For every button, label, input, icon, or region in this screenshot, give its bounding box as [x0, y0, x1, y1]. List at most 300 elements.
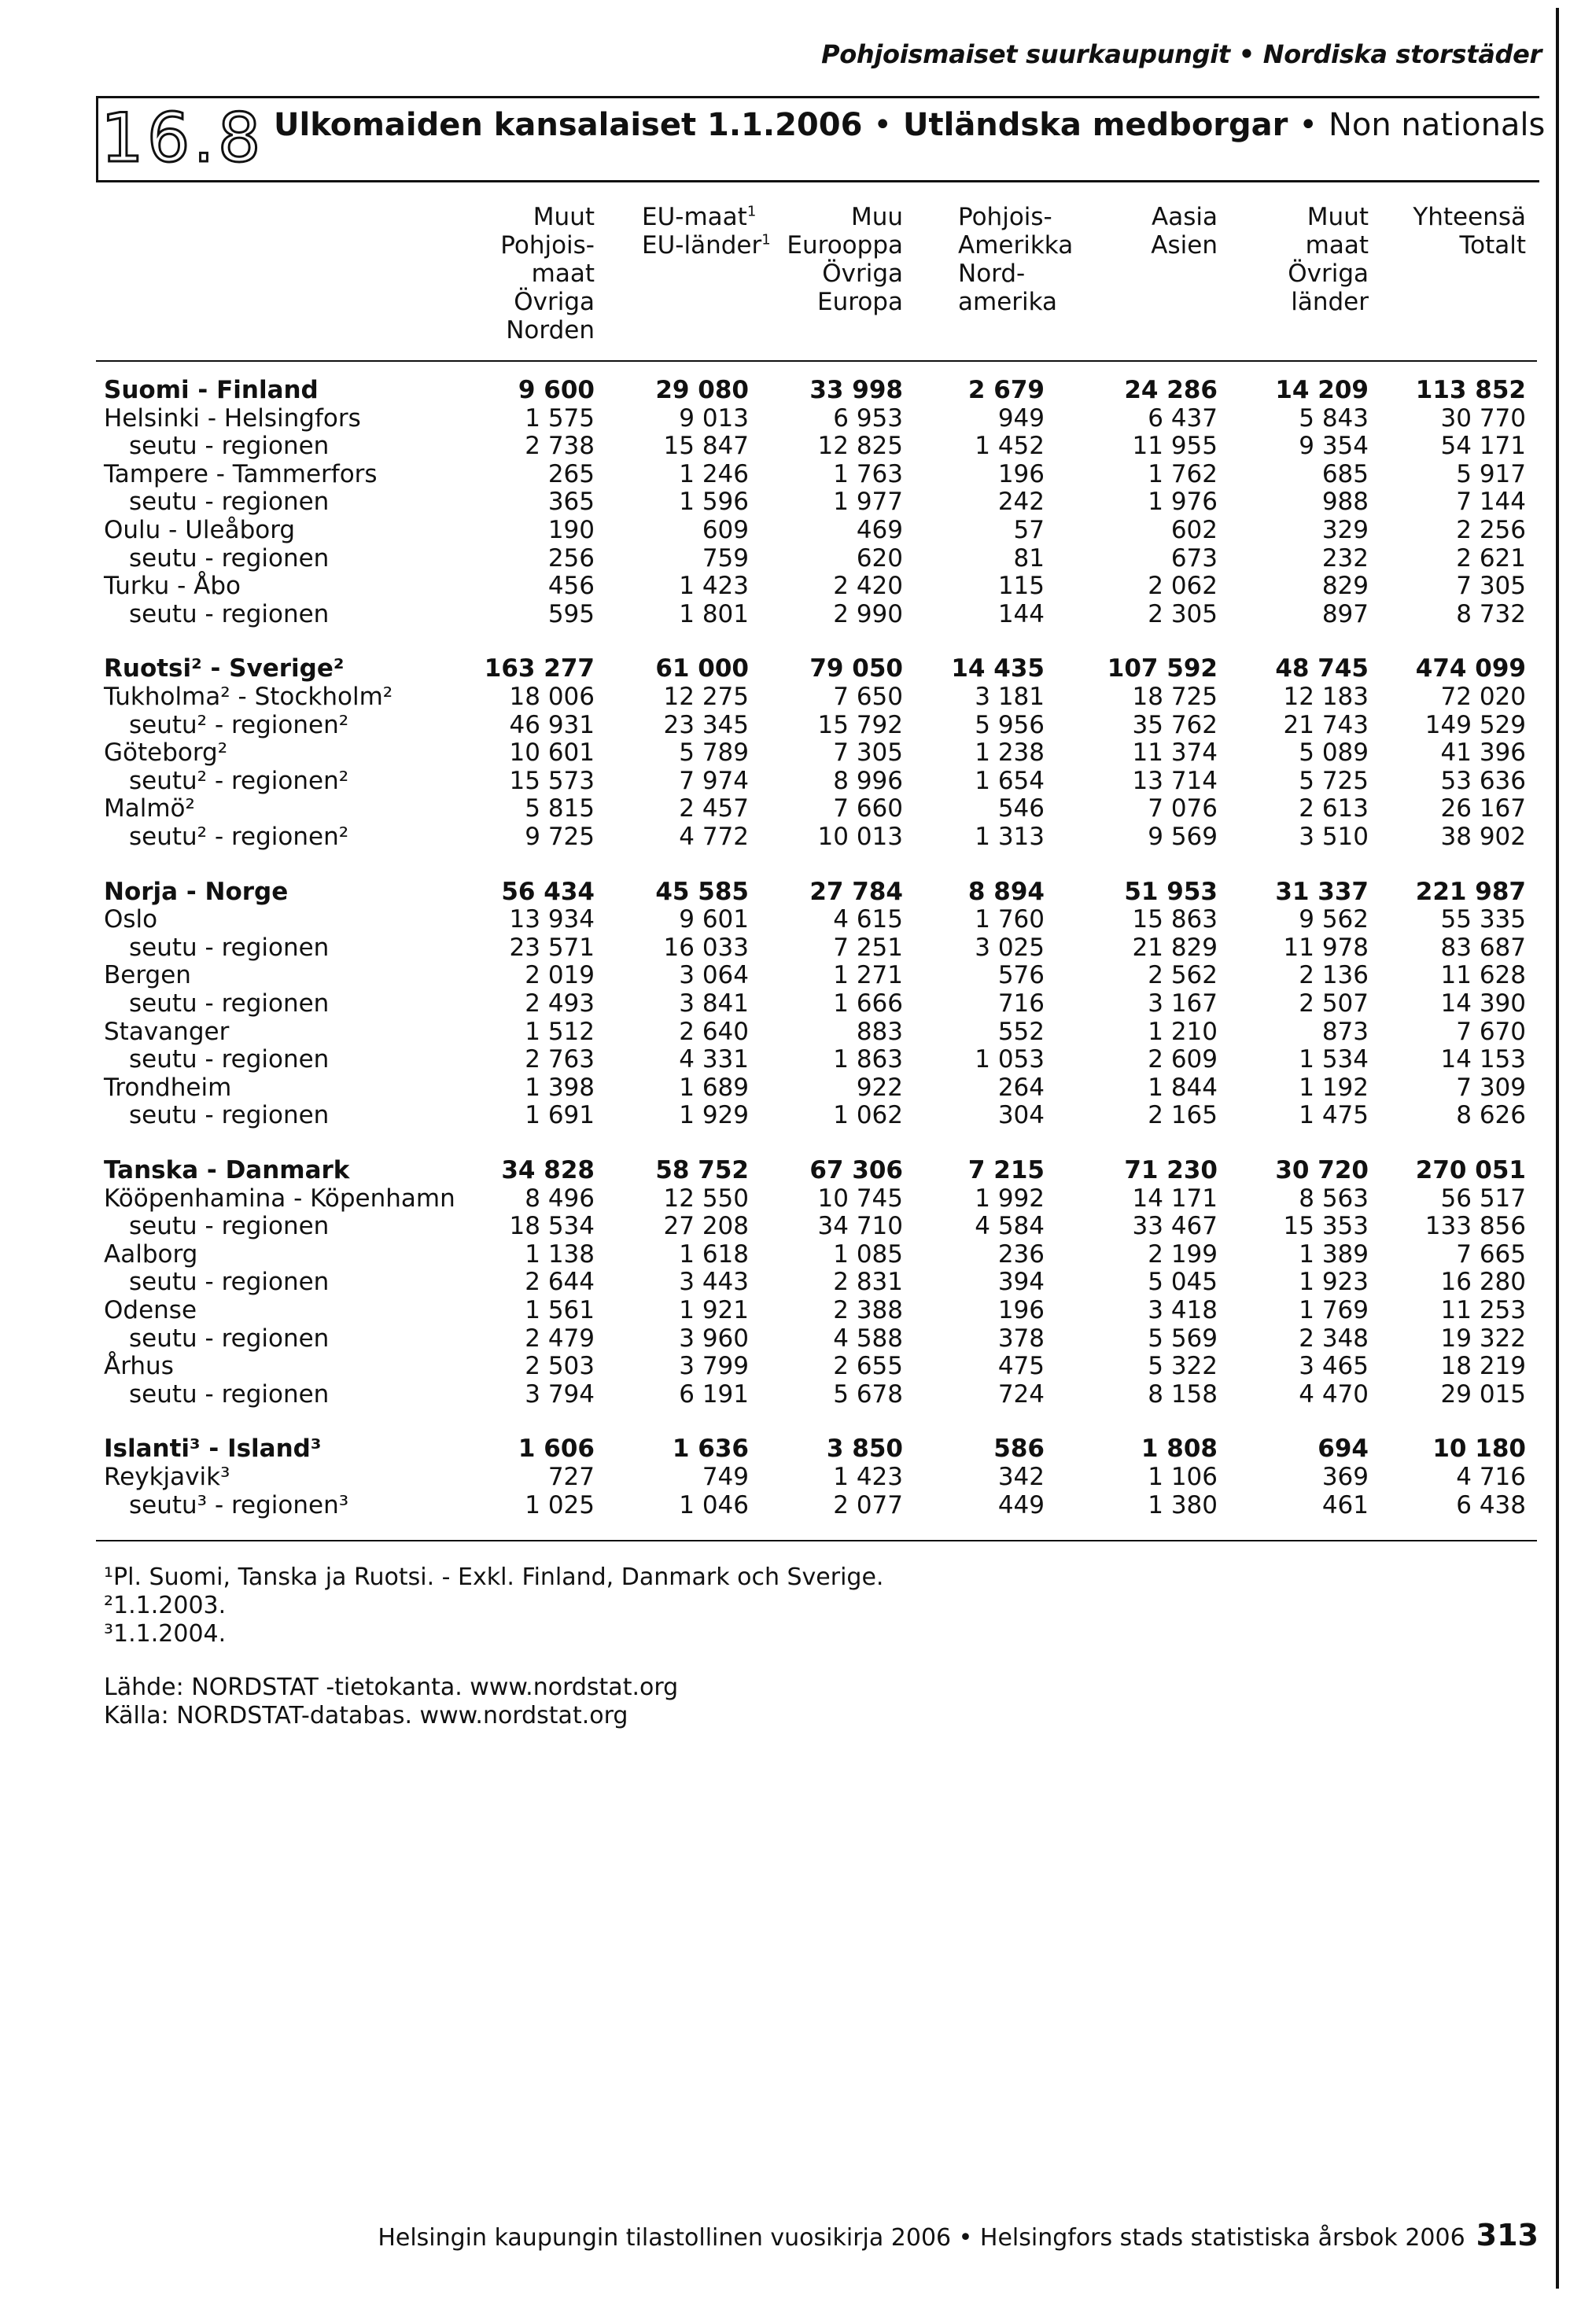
title-separator-1: • [873, 107, 892, 143]
table-cell: 38 902 [1440, 823, 1526, 851]
table-cell: 1 210 [1148, 1017, 1218, 1046]
table-cell: 67 306 [809, 1156, 903, 1184]
footnote-marker: 1 [761, 231, 771, 249]
row-label: Tukholma² - Stockholm² [104, 683, 393, 711]
table-cell: 11 374 [1132, 738, 1218, 768]
table-row [0, 1324, 1570, 1353]
table-cell: 58 752 [655, 1156, 749, 1184]
table-cell: 1 380 [1148, 1490, 1218, 1519]
column-header-2 [642, 203, 771, 260]
table-cell: 265 [547, 459, 595, 488]
row-label: seutu² - regionen² [129, 766, 349, 795]
table-cell: 1 976 [1148, 488, 1218, 517]
table-row [0, 1352, 1570, 1380]
table-cell: 61 000 [655, 654, 749, 683]
table-cell: 3 841 [679, 989, 749, 1018]
table-cell: 23 571 [509, 933, 595, 962]
table-cell: 34 828 [501, 1156, 595, 1184]
table-cell: 576 [997, 961, 1045, 990]
table-cell: 759 [702, 543, 749, 573]
table-cell: 7 665 [1456, 1239, 1526, 1269]
table-cell: 1 763 [833, 459, 903, 488]
column-header-line [500, 316, 595, 344]
row-label: Trondheim [104, 1073, 232, 1102]
table-cell: 2 136 [1299, 961, 1369, 990]
table-number: 16.8 [101, 99, 264, 178]
table-cell: 6 191 [679, 1379, 749, 1409]
row-label: seutu - regionen [129, 599, 330, 628]
table-cell: 4 716 [1456, 1463, 1526, 1491]
column-header-7 [1413, 203, 1526, 260]
table-cell: 1 618 [679, 1239, 749, 1269]
table-cell: 1 238 [975, 738, 1045, 768]
table-cell: 53 636 [1440, 766, 1526, 795]
row-label: Bergen [104, 961, 191, 990]
table-cell: 2 640 [679, 1017, 749, 1046]
column-header-line [1151, 231, 1218, 260]
table-cell: 4 588 [833, 1324, 903, 1353]
table-row [0, 1435, 1570, 1463]
column-header-4 [958, 203, 1073, 316]
table-cell: 18 534 [509, 1212, 595, 1241]
row-label: Ruotsi² - Sverige² [104, 654, 345, 683]
table-cell: 2 831 [833, 1268, 903, 1297]
table-cell: 48 745 [1275, 654, 1369, 683]
table-cell: 24 286 [1124, 376, 1218, 404]
table-cell: 15 573 [509, 766, 595, 795]
table-cell: 270 051 [1415, 1156, 1526, 1184]
table-row [0, 989, 1570, 1018]
row-label: Göteborg² [104, 738, 228, 768]
table-cell: 10 013 [817, 823, 903, 851]
table-cell: 449 [997, 1490, 1045, 1519]
table-cell: 3 167 [1148, 989, 1218, 1018]
table-cell: 2 388 [833, 1296, 903, 1324]
table-cell: 2 062 [1148, 572, 1218, 601]
source-swedish: Källa: NORDSTAT-databas. www.nordstat.org [104, 1702, 628, 1729]
table-cell: 394 [997, 1268, 1045, 1297]
table-row [0, 1240, 1570, 1269]
table-cell: 716 [997, 989, 1045, 1018]
table-cell: 221 987 [1415, 877, 1526, 906]
table-cell: 369 [1321, 1463, 1369, 1491]
column-header-6 [1288, 203, 1369, 316]
table-cell: 7 305 [1456, 572, 1526, 601]
table-cell: 5 045 [1148, 1268, 1218, 1297]
table-cell: 72 020 [1440, 683, 1526, 711]
table-row [0, 961, 1570, 989]
table-cell: 5 089 [1299, 738, 1369, 768]
table-cell: 9 569 [1148, 823, 1218, 851]
table-cell: 1 398 [525, 1073, 595, 1102]
table-row [0, 572, 1570, 600]
table-cell: 1 575 [525, 403, 595, 433]
table-cell: 264 [997, 1073, 1045, 1102]
table-cell: 2 348 [1299, 1324, 1369, 1353]
page-right-rule [1556, 8, 1559, 2289]
table-cell: 1 666 [833, 989, 903, 1018]
row-label: Kööpenhamina - Köpenhamn [104, 1184, 455, 1213]
table-cell: 469 [856, 516, 903, 544]
table-cell: 7 144 [1456, 488, 1526, 517]
footnotes [104, 1563, 883, 1648]
table-cell: 21 829 [1132, 933, 1218, 962]
table-cell: 14 153 [1440, 1045, 1526, 1074]
table-cell: 378 [997, 1324, 1045, 1353]
column-header-text: Norden [506, 316, 595, 344]
table-cell: 133 856 [1424, 1212, 1526, 1241]
table-row [0, 376, 1570, 404]
column-header-line [787, 203, 903, 231]
table-row [0, 1018, 1570, 1046]
table-cell: 3 850 [826, 1435, 903, 1464]
column-header-3 [787, 203, 903, 316]
table-cell: 256 [547, 543, 595, 573]
table-cell: 5 843 [1299, 403, 1369, 433]
table-cell: 2 763 [525, 1045, 595, 1074]
source-finnish: Lähde: NORDSTAT -tietokanta. www.nordstat.org [104, 1674, 679, 1701]
row-label: seutu - regionen [129, 1101, 330, 1130]
row-label: Turku - Åbo [104, 572, 241, 601]
column-header-text: Muut [533, 203, 595, 231]
table-cell: 55 335 [1440, 905, 1526, 934]
table-cell: 149 529 [1424, 710, 1526, 739]
column-header-text: Eurooppa [787, 231, 903, 260]
column-header-line [1288, 288, 1369, 316]
table-cell: 190 [547, 516, 595, 544]
column-header-text: Muut [1306, 203, 1369, 231]
table-cell: 727 [547, 1463, 595, 1491]
column-header-text: Muu [850, 203, 903, 231]
table-cell: 15 353 [1283, 1212, 1369, 1241]
table-cell: 7 309 [1456, 1073, 1526, 1102]
table-cell: 11 955 [1132, 432, 1218, 461]
table-cell: 456 [547, 572, 595, 601]
table-cell: 1 844 [1148, 1073, 1218, 1102]
table-cell: 7 251 [833, 933, 903, 962]
column-header-text: Övriga [514, 288, 595, 316]
column-header-text: amerika [958, 288, 1058, 316]
table-cell: 232 [1321, 543, 1369, 573]
title-separator-2: • [1299, 107, 1318, 143]
table-cell: 1 801 [679, 599, 749, 628]
table-cell: 1 313 [975, 823, 1045, 851]
table-row [0, 794, 1570, 823]
table-row [0, 1184, 1570, 1213]
footnote-2: ²1.1.2003. [104, 1592, 227, 1619]
column-header-text: EU-maat [642, 203, 747, 231]
row-label: seutu - regionen [129, 989, 330, 1018]
table-row [0, 1296, 1570, 1324]
table-cell: 8 563 [1299, 1184, 1369, 1213]
table-cell: 11 978 [1283, 933, 1369, 962]
page-footer [378, 2218, 1539, 2252]
column-header-line [1413, 231, 1526, 260]
column-header-text: Nord- [958, 260, 1026, 288]
table-cell: 609 [702, 516, 749, 544]
table-cell: 586 [993, 1435, 1045, 1464]
table-row [0, 654, 1570, 683]
table-cell: 3 465 [1299, 1352, 1369, 1381]
table-cell: 1 561 [525, 1296, 595, 1324]
table-cell: 15 863 [1132, 905, 1218, 934]
table-row [0, 878, 1570, 906]
sources [104, 1674, 678, 1730]
table-cell: 1 085 [833, 1239, 903, 1269]
table-row [0, 1380, 1570, 1409]
table-cell: 5 569 [1148, 1324, 1218, 1353]
column-header-5 [1151, 203, 1218, 260]
table-cell: 16 280 [1440, 1268, 1526, 1297]
row-label: seutu³ - regionen³ [129, 1490, 349, 1519]
row-label: Suomi - Finland [104, 376, 319, 404]
table-row [0, 767, 1570, 795]
table-cell: 79 050 [809, 654, 903, 683]
column-header-text: Yhteensä [1413, 203, 1526, 231]
row-label: seutu - regionen [129, 488, 330, 517]
footer-text: Helsingin kaupungin tilastollinen vuosikirja 2006 • Helsingfors stads statistiska årsbok 2006 [378, 2224, 1465, 2252]
column-header-text: maat [531, 260, 595, 288]
row-label: seutu² - regionen² [129, 823, 349, 851]
table-cell: 19 322 [1440, 1324, 1526, 1353]
table-cell: 2 621 [1456, 543, 1526, 573]
table-cell: 2 256 [1456, 516, 1526, 544]
table-cell: 54 171 [1440, 432, 1526, 461]
table-cell: 12 183 [1283, 683, 1369, 711]
column-header-text: Europa [817, 288, 903, 316]
table-cell: 1 106 [1148, 1463, 1218, 1491]
table-cell: 51 953 [1124, 877, 1218, 906]
column-header-line [958, 288, 1073, 316]
table-cell: 41 396 [1440, 738, 1526, 768]
table-cell: 10 745 [817, 1184, 903, 1213]
table-cell: 4 470 [1299, 1379, 1369, 1409]
table-cell: 14 390 [1440, 989, 1526, 1018]
row-label: Norja - Norge [104, 877, 289, 906]
table-cell: 3 025 [975, 933, 1045, 962]
table-cell: 922 [856, 1073, 903, 1102]
table-cell: 988 [1321, 488, 1369, 517]
table-cell: 9 562 [1299, 905, 1369, 934]
table-cell: 7 076 [1148, 794, 1218, 823]
table-row [0, 516, 1570, 544]
table-cell: 3 960 [679, 1324, 749, 1353]
header-rule [96, 360, 1537, 362]
table-cell: 2 019 [525, 961, 595, 990]
table-cell: 474 099 [1415, 654, 1526, 683]
table-row [0, 1074, 1570, 1102]
table-cell: 18 725 [1132, 683, 1218, 711]
column-header-line [958, 260, 1073, 288]
table-cell: 12 550 [663, 1184, 749, 1213]
table-cell: 461 [1321, 1490, 1369, 1519]
table-cell: 10 601 [509, 738, 595, 768]
table-row [0, 823, 1570, 851]
table-cell: 2 479 [525, 1324, 595, 1353]
table-cell: 45 585 [655, 877, 749, 906]
table-row [0, 1156, 1570, 1184]
table-cell: 1 046 [679, 1490, 749, 1519]
row-label: seutu - regionen [129, 1379, 330, 1409]
table-cell: 2 305 [1148, 599, 1218, 628]
row-label: Aalborg [104, 1239, 198, 1269]
column-header-line [1288, 231, 1369, 260]
table-cell: 685 [1321, 459, 1369, 488]
table-cell: 2 990 [833, 599, 903, 628]
table-cell: 4 331 [679, 1045, 749, 1074]
table-cell: 13 714 [1132, 766, 1218, 795]
column-header-text: Övriga [1288, 260, 1369, 288]
page-number: 313 [1476, 2218, 1539, 2252]
table-cell: 4 615 [833, 905, 903, 934]
row-label: seutu - regionen [129, 1324, 330, 1353]
table-cell: 873 [1321, 1017, 1369, 1046]
table-cell: 16 033 [663, 933, 749, 962]
table-cell: 3 799 [679, 1352, 749, 1381]
table-cell: 829 [1321, 572, 1369, 601]
row-label: Oulu - Uleåborg [104, 516, 296, 544]
table-cell: 29 080 [655, 376, 749, 404]
table-cell: 4 584 [975, 1212, 1045, 1241]
table-cell: 2 507 [1299, 989, 1369, 1018]
table-cell: 3 064 [679, 961, 749, 990]
table-cell: 9 600 [518, 376, 595, 404]
column-header-text: Totalt [1459, 231, 1526, 260]
row-label: seutu - regionen [129, 933, 330, 962]
table-cell: 2 644 [525, 1268, 595, 1297]
table-cell: 5 678 [833, 1379, 903, 1409]
table-cell: 1 808 [1141, 1435, 1218, 1464]
table-cell: 5 815 [525, 794, 595, 823]
table-cell: 12 275 [663, 683, 749, 711]
table-cell: 724 [997, 1379, 1045, 1409]
column-header-line [642, 203, 771, 231]
row-label: Tampere - Tammerfors [104, 459, 378, 488]
table-cell: 27 208 [663, 1212, 749, 1241]
row-label: Helsinki - Helsingfors [104, 403, 361, 433]
table-cell: 7 215 [967, 1156, 1045, 1184]
table-cell: 196 [997, 459, 1045, 488]
column-header-line [787, 288, 903, 316]
table-cell: 2 738 [525, 432, 595, 461]
table-cell: 23 345 [663, 710, 749, 739]
table-cell: 5 789 [679, 738, 749, 768]
table-cell: 144 [997, 599, 1045, 628]
table-cell: 14 171 [1132, 1184, 1218, 1213]
table-cell: 33 998 [809, 376, 903, 404]
table-cell: 6 953 [833, 403, 903, 433]
table-cell: 1 654 [975, 766, 1045, 795]
table-cell: 8 894 [967, 877, 1045, 906]
column-header-text: EU-länder [642, 231, 762, 260]
row-label: seutu - regionen [129, 1268, 330, 1297]
column-header-line [787, 260, 903, 288]
table-cell: 1 762 [1148, 459, 1218, 488]
column-header-line [500, 260, 595, 288]
table-cell: 3 510 [1299, 823, 1369, 851]
table-cell: 5 917 [1456, 459, 1526, 488]
table-cell: 1 053 [975, 1045, 1045, 1074]
row-label: Stavanger [104, 1017, 230, 1046]
table-cell: 2 493 [525, 989, 595, 1018]
table-cell: 27 784 [809, 877, 903, 906]
table-row [0, 488, 1570, 516]
table-cell: 2 165 [1148, 1101, 1218, 1130]
table-cell: 14 435 [951, 654, 1045, 683]
table-row [0, 934, 1570, 962]
column-header-line [1288, 260, 1369, 288]
table-row [0, 711, 1570, 739]
footnote-3: ³1.1.2004. [104, 1620, 227, 1648]
column-header-1 [500, 203, 595, 344]
table-cell: 1 534 [1299, 1045, 1369, 1074]
table-cell: 107 592 [1107, 654, 1218, 683]
table-cell: 552 [997, 1017, 1045, 1046]
table-cell: 46 931 [509, 710, 595, 739]
table-row [0, 905, 1570, 934]
table-cell: 31 337 [1275, 877, 1369, 906]
title-english: Non nationals [1328, 107, 1546, 143]
row-label: seutu - regionen [129, 543, 330, 573]
table-cell: 3 418 [1148, 1296, 1218, 1324]
table-cell: 196 [997, 1296, 1045, 1324]
table-cell: 2 679 [967, 376, 1045, 404]
table-cell: 1 636 [672, 1435, 749, 1464]
column-header-line [500, 288, 595, 316]
column-header-line [500, 203, 595, 231]
table-cell: 8 996 [833, 766, 903, 795]
table-cell: 304 [997, 1101, 1045, 1130]
table-cell: 3 794 [525, 1379, 595, 1409]
table-cell: 34 710 [817, 1212, 903, 1241]
table-cell: 81 [1013, 543, 1045, 573]
table-cell: 1 606 [518, 1435, 595, 1464]
table-cell: 1 423 [679, 572, 749, 601]
row-label: seutu - regionen [129, 432, 330, 461]
table-row [0, 1463, 1570, 1491]
column-header-text: Pohjois- [958, 203, 1052, 231]
table-cell: 71 230 [1124, 1156, 1218, 1184]
table-cell: 8 732 [1456, 599, 1526, 628]
row-label: Islanti³ - Island³ [104, 1435, 322, 1464]
table-cell: 18 219 [1440, 1352, 1526, 1381]
table-cell: 57 [1013, 516, 1045, 544]
row-label: seutu - regionen [129, 1045, 330, 1074]
title-swedish: Utländska medborgar [903, 107, 1288, 143]
table-row [0, 1268, 1570, 1296]
table-title [274, 107, 1545, 143]
table-cell: 365 [547, 488, 595, 517]
table-cell: 163 277 [484, 654, 595, 683]
table-cell: 7 670 [1456, 1017, 1526, 1046]
column-header-text: länder [1291, 288, 1369, 316]
table-cell: 4 772 [679, 823, 749, 851]
row-label: seutu - regionen [129, 1212, 330, 1241]
table-cell: 897 [1321, 599, 1369, 628]
table-cell: 2 655 [833, 1352, 903, 1381]
table-cell: 30 720 [1275, 1156, 1369, 1184]
table-cell: 1 423 [833, 1463, 903, 1491]
column-header-line [787, 231, 903, 260]
row-label: Tanska - Danmark [104, 1156, 350, 1184]
table-cell: 14 209 [1275, 376, 1369, 404]
table-cell: 1 389 [1299, 1239, 1369, 1269]
table-cell: 30 770 [1440, 403, 1526, 433]
table-cell: 1 689 [679, 1073, 749, 1102]
table-cell: 1 691 [525, 1101, 595, 1130]
table-row [0, 683, 1570, 711]
table-cell: 1 760 [975, 905, 1045, 934]
